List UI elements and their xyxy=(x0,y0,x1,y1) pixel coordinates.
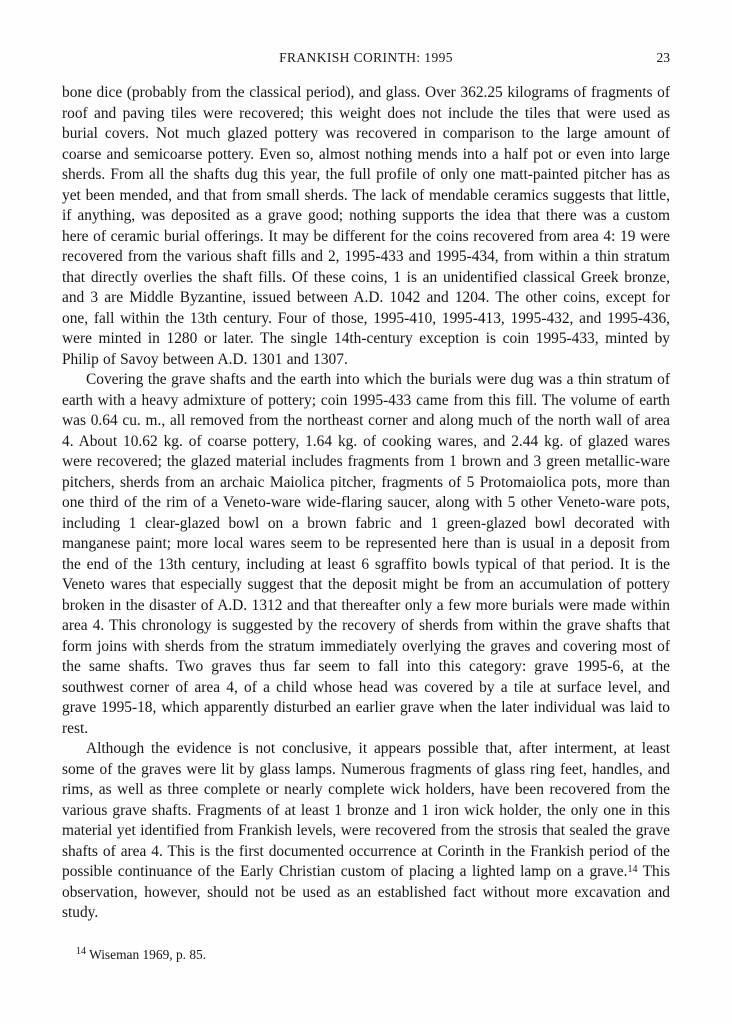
body-text xyxy=(62,83,670,924)
paragraph-3-continuation: This observation, however, should not be used as an established fact without more excavation and study. xyxy=(62,863,670,921)
footnote-text: Wiseman 1969, p. 85. xyxy=(89,946,207,962)
running-head-title: FRANKISH CORINTH: 1995 xyxy=(279,50,453,65)
footnote xyxy=(76,946,670,964)
running-head xyxy=(62,50,670,68)
page-number: 23 xyxy=(656,50,670,65)
paragraph-3 xyxy=(62,739,670,924)
footnote-marker: 14 xyxy=(76,946,86,957)
paragraph-1: bone dice (probably from the classical period), and glass. Over 362.25 kilograms of fragments of roof and paving tiles were recovered; this weight does not include the tiles that were used as burial covers. Not much glazed pottery was recovered in comparison to the large amount of coarse and semicoarse pottery. Even so, almost nothing mends into a half pot or even into large sherds. From all the shafts dug this year, the full profile of only one matt-painted pitcher has as yet been mended, and that from small sherds. The lack of mendable ceramics suggests that little, if anything, was deposited as a grave good; nothing supports the idea that there was a custom here of ceramic burial offerings. It may be different for the coins recovered from area 4: 19 were recovered from the various shaft fills and 2, 1995-433 and 1995-434, from within a thin stratum that directly overlies the shaft fills. Of these coins, 1 is an unidentified classical Greek bronze, and 3 are Middle Byzantine, issued between A.D. 1042 and 1204. The other coins, except for one, fall within the 13th century. Four of those, 1995-410, 1995-413, 1995-432, and 1995-436, were minted in 1280 or later. The single 14th-century exception is coin 1995-433, minted by Philip of Savoy between A.D. 1301 and 1307. xyxy=(62,84,670,368)
paragraph-3-text: Although the evidence is not conclusive, it appears possible that, after interment, at least some of the graves were lit by glass lamps. Numerous fragments of glass ring feet, handles, and rims, as well as three complete or nearly complete wick holders, have been recovered from the various grave shafts. Fragments of at least 1 bronze and 1 iron wick holder, the only one in this material yet identified from Frankish levels, were recovered from the strosis that sealed the grave shafts of area 4. This is the first documented occurrence at Corinth in the Frankish period of the possible continuance of the Early Christian custom of placing a lighted lamp on a grave. xyxy=(62,740,670,880)
paragraph-2: Covering the grave shafts and the earth into which the burials were dug was a thin stratum of earth with a heavy admixture of pottery; coin 1995-433 came from this fill. The volume of earth was 0.64 cu. m., all removed from the northeast corner and along much of the north wall of area 4. About 10.62 kg. of coarse pottery, 1.64 kg. of cooking wares, and 2.44 kg. of glazed wares were recovered; the glazed material includes fragments from 1 brown and 3 green metallic-ware pitchers, sherds from an archaic Maiolica pitcher, fragments of 5 Protomaiolica pots, more than one third of the rim of a Veneto-ware wide-flaring saucer, along with 5 other Veneto-ware pots, including 1 clear-glazed bowl on a brown fabric and 1 green-glazed bowl decorated with manganese paint; more local wares seem to be represented here than is usual in a deposit from the end of the 13th century, including at least 6 sgraffito bowls typical of that period. It is the Veneto wares that especially suggest that the deposit might be from an accumulation of pottery broken in the disaster of A.D. 1312 and that thereafter only a few more burials were made within area 4. This chronology is suggested by the recovery of sherds from within the grave shafts that form joins with sherds from the stratum immediately overlying the graves and covering most of the same shafts. Two graves thus far seem to fall into this category: grave 1995-6, at the southwest corner of area 4, of a child whose head was covered by a tile at surface level, and grave 1995-18, which apparently disturbed an earlier grave when the later individual was laid to rest. xyxy=(62,371,670,737)
footnote-reference-14: 14 xyxy=(627,863,638,875)
page xyxy=(62,50,670,964)
